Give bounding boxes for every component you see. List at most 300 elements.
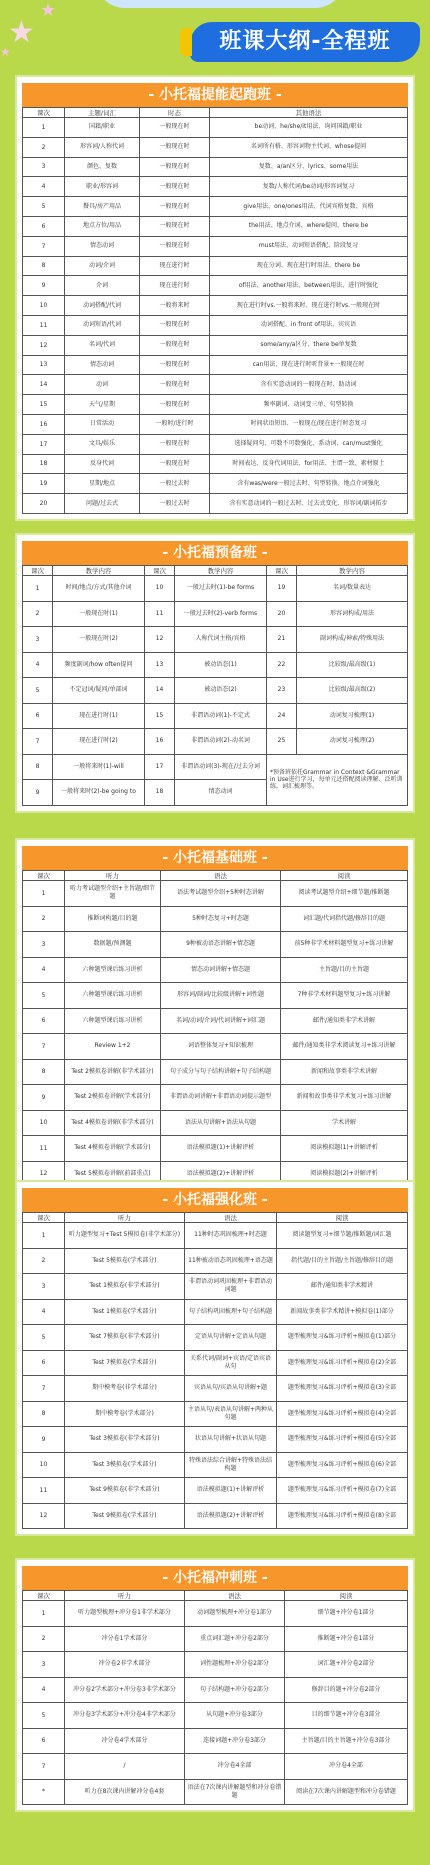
table-cell: 阅读题型复习+细节题/推断题/词汇题: [277, 1223, 408, 1249]
table-cell: 不定冠词/疑问/单部词: [53, 678, 145, 704]
table-cell: 一般现在时(1): [53, 601, 145, 627]
table-cell: *: [23, 1779, 65, 1805]
table-cell: 18: [23, 454, 65, 474]
table-cell: 一般过去时: [140, 474, 210, 494]
col-header: 课次: [23, 566, 53, 576]
table-cell: 6: [23, 1728, 65, 1754]
table-cell: 7: [23, 1754, 65, 1780]
table-cell: 15: [23, 395, 65, 415]
col-header: 阅读: [285, 1591, 408, 1601]
table-cell: 动词: [65, 375, 140, 395]
section-chongci: [15, 1558, 415, 1812]
table-cell: 时间表达、反身代词用法、for用法、主谓一致、素材原土: [210, 454, 408, 474]
table-cell: 现在进行时(1): [53, 703, 145, 729]
table-cell: 动词搭配/代词: [65, 296, 140, 316]
table-cell: of用法、another用法、between用法、进行时强化: [210, 276, 408, 296]
table-row: [23, 434, 408, 454]
table-cell: 4: [23, 652, 53, 678]
table-cell: 9种被动语态讲解+情态题: [161, 932, 281, 958]
table-cell: 7: [23, 236, 65, 256]
table-cell: 含有实意动词的一般过去时、过去式变化、形容词/副词拓步: [210, 494, 408, 514]
table-cell: 一般现在时: [140, 137, 210, 157]
section-title: - 小托福预备班 -: [22, 541, 408, 565]
table-cell: 新闻和故事类非学术复习+练习讲解: [281, 1085, 408, 1111]
col-header: 语法: [185, 1591, 285, 1601]
table-cell: 现在进行时: [140, 256, 210, 276]
table-cell: 冲分卷3学术部分+冲分卷4非学术部分: [65, 1703, 185, 1729]
table-cell: 13: [145, 652, 175, 678]
course-table: [22, 870, 408, 1187]
table-cell: 词性题梳理+冲分卷2部分: [185, 1652, 285, 1678]
table-cell: 语法模拟题(1)+讲解评析: [185, 1478, 277, 1504]
table-cell: 含有实意动词的一般现在时、助动词: [210, 375, 408, 395]
table-cell: 词汇题+冲分卷2部分: [285, 1652, 408, 1678]
table-cell: 日常活动: [65, 414, 140, 434]
col-header: 听力: [65, 1591, 185, 1601]
table-cell: 形容词/副词/比较级讲解+词性题: [161, 983, 281, 1009]
table-cell: 一般现在时: [140, 434, 210, 454]
table-cell: Test 2模拟卷讲解(非学术部分): [65, 1059, 161, 1085]
table-cell: 阅读考试题型介绍+细节题/推断题: [281, 881, 408, 907]
table-row: [23, 1248, 408, 1274]
table-cell: 阅读在7次课内讲解题型和冲分卷错题: [285, 1779, 408, 1805]
table-cell: 1: [23, 1601, 65, 1627]
col-header: 教学内容: [175, 566, 267, 576]
table-cell: 阅读模拟题(2)+讲解评析: [281, 1161, 408, 1187]
table-row: [23, 754, 408, 780]
table-cell: 六种题型课后练习讲析: [65, 983, 161, 1009]
table-cell: 频度副词/how often提问: [53, 652, 145, 678]
table-cell: 重点词汇题+冲分卷2部分: [185, 1626, 285, 1652]
table-cell: 9: [23, 1427, 65, 1453]
table-cell: 期中模考卷(非学术部分): [65, 1376, 185, 1402]
table-row: [23, 355, 408, 375]
table-row: [23, 1601, 408, 1627]
table-cell: 动词搭配、in front of用法、宾宾语: [210, 315, 408, 335]
table-row: [23, 1779, 408, 1805]
table-cell: 题型梳理复习&练习评析+模拟卷(2)全部: [277, 1350, 408, 1376]
table-cell: 3: [23, 1652, 65, 1678]
table-cell: 问题/过去式: [65, 494, 140, 514]
table-cell: 7: [23, 729, 53, 755]
table-cell: 现在分词、现在进行时用法、there be: [210, 256, 408, 276]
table-cell: 餐具/房产用品: [65, 197, 140, 217]
table-cell: 期中模考卷(学术部分): [65, 1401, 185, 1427]
table-cell: Test 1模拟卷(非学术部分): [65, 1274, 185, 1300]
table-cell: 题型梳理复习&练习评析+模拟卷(8)全部: [277, 1503, 408, 1529]
table-cell: can用法、现在进行时听背景+一般现在时: [210, 355, 408, 375]
table-cell: 动词题型梳理+冲分卷1部分: [185, 1601, 285, 1627]
table-row: [23, 906, 408, 932]
table-cell: 六种题型课后练习讲析: [65, 1008, 161, 1034]
table-cell: 语法从句讲解+语法从句题: [161, 1110, 281, 1136]
table-cell: 2: [23, 1248, 65, 1274]
table-cell: 指代题/目的主旨题/主旨题/修辞目的题: [277, 1248, 408, 1274]
col-header: 课次: [145, 566, 175, 576]
table-cell: 一般现在时: [140, 236, 210, 256]
section-qianghua: [15, 1180, 415, 1536]
col-header: 阅读: [281, 871, 408, 881]
table-cell: 特殊语法综合讲解+特殊语法结构题: [185, 1452, 277, 1478]
table-cell: 12: [23, 335, 65, 355]
table-cell: 5: [23, 983, 65, 1009]
table-cell: 频率副词、动词变三单、句型转换: [210, 395, 408, 415]
table-cell: 人称代词主格/宾格: [175, 627, 267, 653]
table-cell: 18: [145, 780, 175, 806]
table-cell: 情态动词: [65, 355, 140, 375]
col-header: 语法: [161, 871, 281, 881]
table-cell: 题型梳理复习&练习评析+模拟卷(4)全部: [277, 1401, 408, 1427]
table-cell: 20: [23, 494, 65, 514]
table-cell: some/any/a区分、there be单复数: [210, 335, 408, 355]
table-row: [23, 256, 408, 276]
table-cell: Test 9模拟卷(非学术部分): [65, 1478, 185, 1504]
table-cell: 6: [23, 703, 53, 729]
table-row: [23, 1059, 408, 1085]
table-cell: 14: [145, 678, 175, 704]
table-cell: 冲分卷2学术部分+冲分卷3非学术部分: [65, 1677, 185, 1703]
table-cell: 形容词构成/用法: [297, 601, 408, 627]
table-cell: 一般将来时(1)-will: [53, 754, 145, 780]
table-cell: 6: [23, 1008, 65, 1034]
table-cell: 国籍/职业: [65, 118, 140, 138]
table-cell: 邮件/通知类非学术阅读复习+练习讲解: [281, 1034, 408, 1060]
table-row: [23, 1703, 408, 1729]
col-header: 课次: [23, 108, 65, 118]
table-row: [23, 1478, 408, 1504]
col-header: 听力: [65, 1213, 185, 1223]
table-cell: 形容词/人称代词: [65, 137, 140, 157]
table-cell: 动词复习梳理(2): [297, 729, 408, 755]
table-cell: 4: [23, 957, 65, 983]
table-cell: 11: [145, 601, 175, 627]
table-cell: 动词复习梳理(1): [297, 703, 408, 729]
table-cell: 从句题+冲分卷3部分: [185, 1703, 285, 1729]
section-title: - 小托福强化班 -: [22, 1188, 408, 1212]
table-cell: 2: [23, 137, 65, 157]
table-cell: 7种非学术材料题型复习+练习讲解: [281, 983, 408, 1009]
table-cell: 一般将来时: [140, 296, 210, 316]
table-cell: 推断词构题/目的题: [65, 906, 161, 932]
col-header: 听力: [65, 871, 161, 881]
table-cell: 被动语态(2): [175, 678, 267, 704]
table-cell: 状语从句讲解+状语从句题: [185, 1427, 277, 1453]
table-cell: 时间状语短语、一般现在/现在进行时态复习: [210, 414, 408, 434]
table-cell: 题型梳理复习&练习评析+模拟卷(6)全部: [277, 1452, 408, 1478]
table-cell: 现在进行时vs.一般将来时、现在进行时vs.一般现在时: [210, 296, 408, 316]
table-row: [23, 157, 408, 177]
table-cell: 一般过去时(2)-verb forms: [175, 601, 267, 627]
table-cell: 题型梳理复习&练习评析+模拟卷(7)全部: [277, 1478, 408, 1504]
table-cell: 12: [23, 1503, 65, 1529]
table-cell: 9: [23, 1085, 65, 1111]
table-cell: 语法考试题型介绍+5种时态讲解: [161, 881, 281, 907]
table-cell: Test 7模拟卷(非学术部分): [65, 1325, 185, 1351]
table-cell: 情态动词讲解+情态题: [161, 957, 281, 983]
table-cell: 句子结构题+冲分卷2部分: [185, 1677, 285, 1703]
table-cell: 现在进行时(2): [53, 729, 145, 755]
table-row: [23, 216, 408, 236]
col-header: 主题/词汇: [65, 108, 140, 118]
table-cell: 非谓语动词讲解+非谓语动词提示题型: [161, 1085, 281, 1111]
table-row: [23, 177, 408, 197]
table-cell: 句子成分与句子结构讲解+句子结构题: [161, 1059, 281, 1085]
table-cell: 听力题型梳理+冲分卷1非学术部分: [65, 1601, 185, 1627]
table-cell: 名词所有格、形容词物主代词、whose提问: [210, 137, 408, 157]
table-cell: 新闻和故事类非学术讲解: [281, 1059, 408, 1085]
table-row: [23, 957, 408, 983]
table-cell: 一般现在时(2): [53, 627, 145, 653]
table-row: [23, 1503, 408, 1529]
table-cell: 选择疑问句、可数不可数强化、系动词、can/must强化: [210, 434, 408, 454]
col-header: 课次: [23, 871, 65, 881]
table-cell: 六种题型课后练习讲析: [65, 957, 161, 983]
table-cell: 学术讲解: [281, 1110, 408, 1136]
table-row: [23, 1223, 408, 1249]
table-cell: 冲分卷1学术部分: [65, 1626, 185, 1652]
course-table: [22, 1212, 408, 1529]
table-row: [23, 1754, 408, 1780]
table-cell: 10: [23, 1452, 65, 1478]
table-cell: 现在进行时: [140, 276, 210, 296]
table-cell: 推断题+冲分卷1部分: [285, 1626, 408, 1652]
star-icon: ★: [8, 15, 35, 50]
table-cell: 冲分卷4全部: [285, 1754, 408, 1780]
table-cell: 一般现在时: [140, 375, 210, 395]
table-row: [23, 601, 408, 627]
table-cell: 复数、a/an区分、lyrics、some用法: [210, 157, 408, 177]
table-cell: 邮件/通知类非学术精讲: [277, 1274, 408, 1300]
table-cell: Test 5模拟卷(学术部分): [65, 1248, 185, 1274]
table-cell: 介词: [65, 276, 140, 296]
table-cell: 一般现在时: [140, 315, 210, 335]
table-cell: 非谓语动词(1)-不定式: [175, 703, 267, 729]
table-cell: 非谓语动词(2)-动名词: [175, 729, 267, 755]
table-cell: 6: [23, 216, 65, 236]
table-cell: 17: [23, 434, 65, 454]
table-row: [23, 1136, 408, 1162]
table-cell: be动词、he/she/it用法、询问国籍/职业: [210, 118, 408, 138]
section-title: - 小托福冲刺班 -: [22, 1566, 408, 1590]
table-row: [23, 703, 408, 729]
table-cell: 非谓语动词巩固梳理+非谓语动词题: [185, 1274, 277, 1300]
table-cell: 情态动词: [65, 236, 140, 256]
table-cell: 题型梳理复习&练习评析+模拟卷(5)全部: [277, 1427, 408, 1453]
top-banner: [0, 0, 430, 75]
table-row: [23, 395, 408, 415]
table-row: [23, 1376, 408, 1402]
table-row: [23, 236, 408, 256]
table-cell: 11种被动语态巩固梳理+语态题: [185, 1248, 277, 1274]
section-title: - 小托福基础班 -: [22, 846, 408, 870]
table-cell: 副词构成/神索/特殊用法: [297, 627, 408, 653]
table-cell: 听力在8次课内讲解冲分卷4套: [65, 1779, 185, 1805]
course-table: [22, 1590, 408, 1805]
col-header: 教学内容: [297, 566, 408, 576]
table-cell: Test 3模拟卷(学术部分): [65, 1452, 185, 1478]
table-cell: 邮件/通知类非学术讲解: [281, 1008, 408, 1034]
table-cell: 细节题+冲分卷1部分: [285, 1601, 408, 1627]
table-cell: 语法在7次课内讲解题型和冲分卷错题: [185, 1779, 285, 1805]
table-cell: 14: [23, 375, 65, 395]
table-cell: 11种时态巩固梳理+时态题: [185, 1223, 277, 1249]
table-cell: 一般现在时: [140, 177, 210, 197]
table-cell: 4: [23, 1299, 65, 1325]
table-cell: 8: [23, 256, 65, 276]
table-cell: must用法、动词短语搭配、阶段复习: [210, 236, 408, 256]
table-cell: 2: [23, 601, 53, 627]
table-cell: 20: [267, 601, 297, 627]
table-cell: 冲分卷4全部: [185, 1754, 285, 1780]
table-row: [23, 494, 408, 514]
table-row: [23, 1110, 408, 1136]
section-yubei: [15, 533, 415, 813]
table-cell: 语法模拟题(2)+讲解评析: [185, 1503, 277, 1529]
table-cell: 反身代词: [65, 454, 140, 474]
section-title: - 小托福提能起跑班 -: [22, 83, 408, 107]
table-row: [23, 576, 408, 602]
table-cell: 一般现在时: [140, 197, 210, 217]
table-cell: 名词/代词: [65, 335, 140, 355]
table-cell: 8: [23, 1059, 65, 1085]
table-cell: 含有was/were一般过去时、句型转换、地点介词强化: [210, 474, 408, 494]
section-qipao: [15, 75, 415, 521]
table-cell: 8: [23, 1401, 65, 1427]
table-cell: 8: [23, 754, 53, 780]
table-row: [23, 627, 408, 653]
table-cell: 主旨题/目的主旨题: [281, 957, 408, 983]
table-cell: 主旨题/目的主旨题+冲分卷3部分: [285, 1728, 408, 1754]
table-cell: 12: [23, 1161, 65, 1187]
table-row: [23, 1034, 408, 1060]
table-cell: 一般将来时(2)-be going to: [53, 780, 145, 806]
table-cell: 文具/娱乐: [65, 434, 140, 454]
table-cell: 23: [267, 678, 297, 704]
table-row: [23, 881, 408, 907]
table-cell: 颜色、复数: [65, 157, 140, 177]
table-row: [23, 315, 408, 335]
table-cell: 关系代词/副词+宾语/定语宾语从句: [185, 1350, 277, 1376]
table-row: [23, 296, 408, 316]
table-cell: 19: [267, 576, 297, 602]
table-cell: 10: [145, 576, 175, 602]
table-cell: 1: [23, 118, 65, 138]
table-cell: Test 5模拟卷讲解(前部重点): [65, 1161, 161, 1187]
table-cell: Test 1模拟卷(学术部分): [65, 1299, 185, 1325]
table-cell: 16: [145, 729, 175, 755]
table-cell: 修辞目的题+冲分卷2部分: [285, 1677, 408, 1703]
table-row: [23, 335, 408, 355]
table-cell: 题型梳理复习&练习评析+模拟卷(3)全部: [277, 1376, 408, 1402]
table-cell: 目的细节题+冲分卷3部分: [285, 1703, 408, 1729]
table-cell: 3: [23, 157, 65, 177]
table-row: [23, 1325, 408, 1351]
table-row: [23, 197, 408, 217]
table-cell: 名词/数量表达: [297, 576, 408, 602]
table-row: [23, 678, 408, 704]
table-row: [23, 1350, 408, 1376]
table-row: [23, 1401, 408, 1427]
table-cell: 10: [23, 1110, 65, 1136]
table-cell: 名词/动词/介词/代词讲解+词汇题: [161, 1008, 281, 1034]
table-cell: 情态动词: [175, 780, 267, 806]
table-cell: 地点方位/用品: [65, 216, 140, 236]
table-cell: Test 4模拟卷讲解(学术部分): [65, 1136, 161, 1162]
table-row: [23, 1085, 408, 1111]
table-cell: 11: [23, 1478, 65, 1504]
table-row: [23, 454, 408, 474]
table-cell: 听力题型复习+Test 5模拟卷(非学术部分): [65, 1223, 185, 1249]
course-table: [22, 107, 408, 514]
table-cell: 7: [23, 1376, 65, 1402]
table-cell: 24: [267, 703, 297, 729]
table-cell: 4: [23, 177, 65, 197]
table-row: [23, 652, 408, 678]
col-header: 教学内容: [53, 566, 145, 576]
table-cell: 9: [23, 780, 53, 806]
table-row: [23, 118, 408, 138]
table-cell: 13: [23, 355, 65, 375]
table-cell: 一般现在时: [140, 157, 210, 177]
table-cell: 一般现在时: [140, 454, 210, 474]
table-cell: 冲分卷4学术部分: [65, 1728, 185, 1754]
course-table: [22, 565, 408, 806]
table-cell: 12: [145, 627, 175, 653]
table-cell: 数据题/预测题: [65, 932, 161, 958]
table-cell: 一般现在时: [140, 395, 210, 415]
table-cell: 一般现在时: [140, 216, 210, 236]
table-cell: 5种时态复习+时态题: [161, 906, 281, 932]
table-cell: 5: [23, 197, 65, 217]
table-cell: 动词短语/代词: [65, 315, 140, 335]
table-cell: Test 3模拟卷(非学术部分): [65, 1427, 185, 1453]
table-cell: 题型梳理复习&练习评析+模拟卷(1)部分: [277, 1325, 408, 1351]
table-cell: 宾语从句/宾语从句讲解+题: [185, 1376, 277, 1402]
col-header: 课次: [23, 1591, 65, 1601]
table-cell: the用法、地点介词、where提问、there be: [210, 216, 408, 236]
table-cell: 天气/星期: [65, 395, 140, 415]
table-cell: 1: [23, 881, 65, 907]
table-cell: 一般过去时: [140, 494, 210, 514]
table-cell: 1: [23, 1223, 65, 1249]
table-cell: 动词/介词: [65, 256, 140, 276]
course-note: *预备班依托Grammar in Context &Grammar in Use进行学习，每单元还搭配阅读理解、泛听训练，词汇梳理等。: [267, 754, 408, 805]
table-cell: Test 2模拟卷讲解(学术部分): [65, 1085, 161, 1111]
table-row: [23, 983, 408, 1009]
table-cell: 9: [23, 276, 65, 296]
table-row: [23, 1427, 408, 1453]
table-cell: 定语从句讲解+定语从句题: [185, 1325, 277, 1351]
table-cell: 5: [23, 1703, 65, 1729]
table-cell: 一般过去时(1)-be forms: [175, 576, 267, 602]
table-cell: 16: [23, 414, 65, 434]
table-row: [23, 276, 408, 296]
section-jichu: [15, 838, 415, 1194]
table-cell: 3: [23, 1274, 65, 1300]
table-cell: 21: [267, 627, 297, 653]
table-cell: 连接词题+冲分卷3部分: [185, 1728, 285, 1754]
table-cell: give用法、one/ones用法、代词宾格复数、宾格: [210, 197, 408, 217]
table-cell: 听力考试题型介绍+主旨题/细节题: [65, 881, 161, 907]
table-cell: 2: [23, 906, 65, 932]
table-cell: 词汇题/代词指代题/修辞目的题: [281, 906, 408, 932]
table-cell: 7: [23, 1034, 65, 1060]
table-cell: 1: [23, 576, 53, 602]
table-row: [23, 729, 408, 755]
col-header: 课次: [267, 566, 297, 576]
table-cell: 5: [23, 1325, 65, 1351]
table-row: [23, 474, 408, 494]
